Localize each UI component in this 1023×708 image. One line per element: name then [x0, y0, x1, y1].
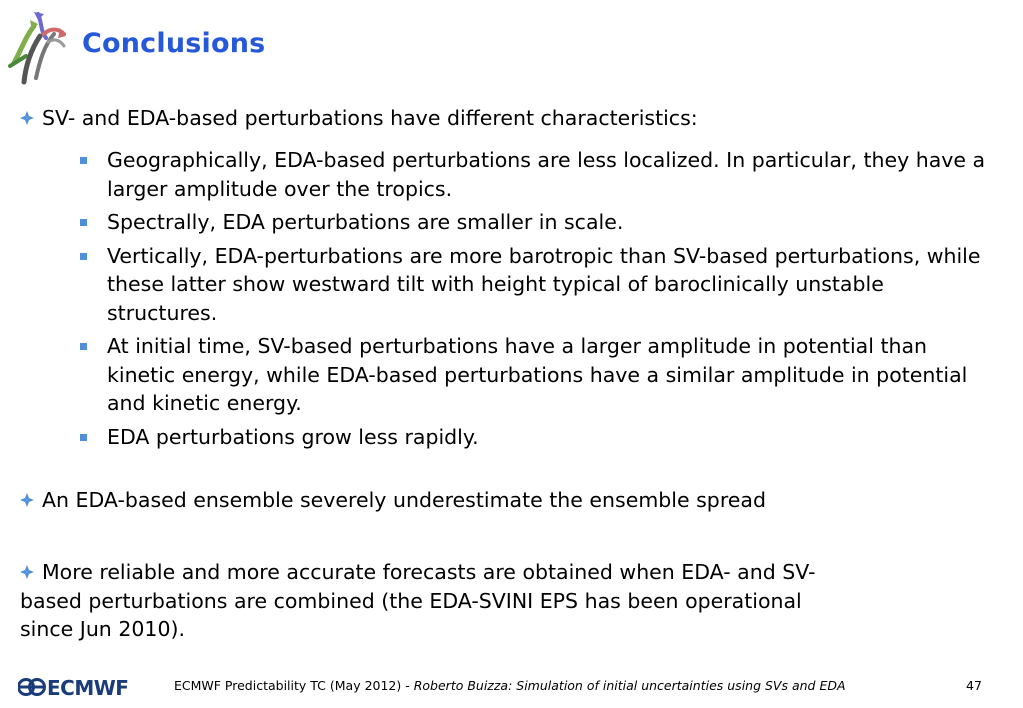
bullet-text: SV- and EDA-based perturbations have different characteristics:: [42, 106, 698, 130]
bullet-text: An EDA-based ensemble severely underestimate the ensemble spread: [42, 488, 766, 512]
sub-bullet-item: [80, 208, 990, 237]
square-bullet-icon: [80, 253, 87, 260]
bullet-item: [20, 558, 980, 644]
footer-talk-title: Roberto Buizza: Simulation of initial uncertainties using SVs and EDA: [413, 678, 846, 693]
diamond-bullet-icon: [20, 493, 34, 507]
sub-bullet-item: [80, 332, 990, 418]
bullet-item: [20, 104, 698, 133]
square-bullet-icon: [80, 219, 87, 226]
bullet-item: [20, 486, 766, 515]
sub-bullet-text: Vertically, EDA-perturbations are more barotropic than SV-based perturbations, while these latter show westward tilt with height typical of baroclinically unstable structures.: [107, 243, 981, 325]
square-bullet-icon: [80, 343, 87, 350]
sub-bullet-text: At initial time, SV-based perturbations have a larger amplitude in potential than kinetic energy, while EDA-based perturbations have a similar amplitude in potential and kinetic energy.: [107, 334, 968, 415]
ecmwf-logo-text: ECMWF: [47, 676, 129, 698]
slide-title: Conclusions: [82, 28, 266, 59]
page-number: 47: [966, 678, 982, 693]
sub-bullet-text: Spectrally, EDA perturbations are smaller in scale.: [107, 210, 624, 234]
sub-bullet-text: Geographically, EDA-based perturbations are less localized. In particular, they have a larger amplitude over the tropics.: [107, 148, 986, 201]
bullet-text-line: since Jun 2010).: [20, 617, 186, 641]
footer-event: ECMWF Predictability TC (May 2012) -: [174, 678, 414, 693]
sub-bullet-item: [80, 423, 990, 452]
diamond-bullet-icon: [20, 565, 34, 579]
footer-text: [174, 678, 846, 693]
bullet-text-line: More reliable and more accurate forecasts are obtained when EDA- and SV-: [42, 560, 816, 584]
bullet-line: [20, 558, 980, 587]
square-bullet-icon: [80, 434, 87, 441]
sub-bullet-text: EDA perturbations grow less rapidly.: [107, 424, 479, 449]
weather-arrows-icon: [4, 8, 68, 86]
sub-bullet-item: [80, 146, 990, 203]
sub-bullet-list: [80, 146, 990, 456]
ecmwf-logo: [18, 676, 150, 698]
square-bullet-icon: [80, 157, 87, 164]
bullet-text-line: based perturbations are combined (the EDA-SVINI EPS has been operational: [20, 588, 802, 613]
sub-bullet-item: [80, 242, 990, 328]
diamond-bullet-icon: [20, 111, 34, 125]
